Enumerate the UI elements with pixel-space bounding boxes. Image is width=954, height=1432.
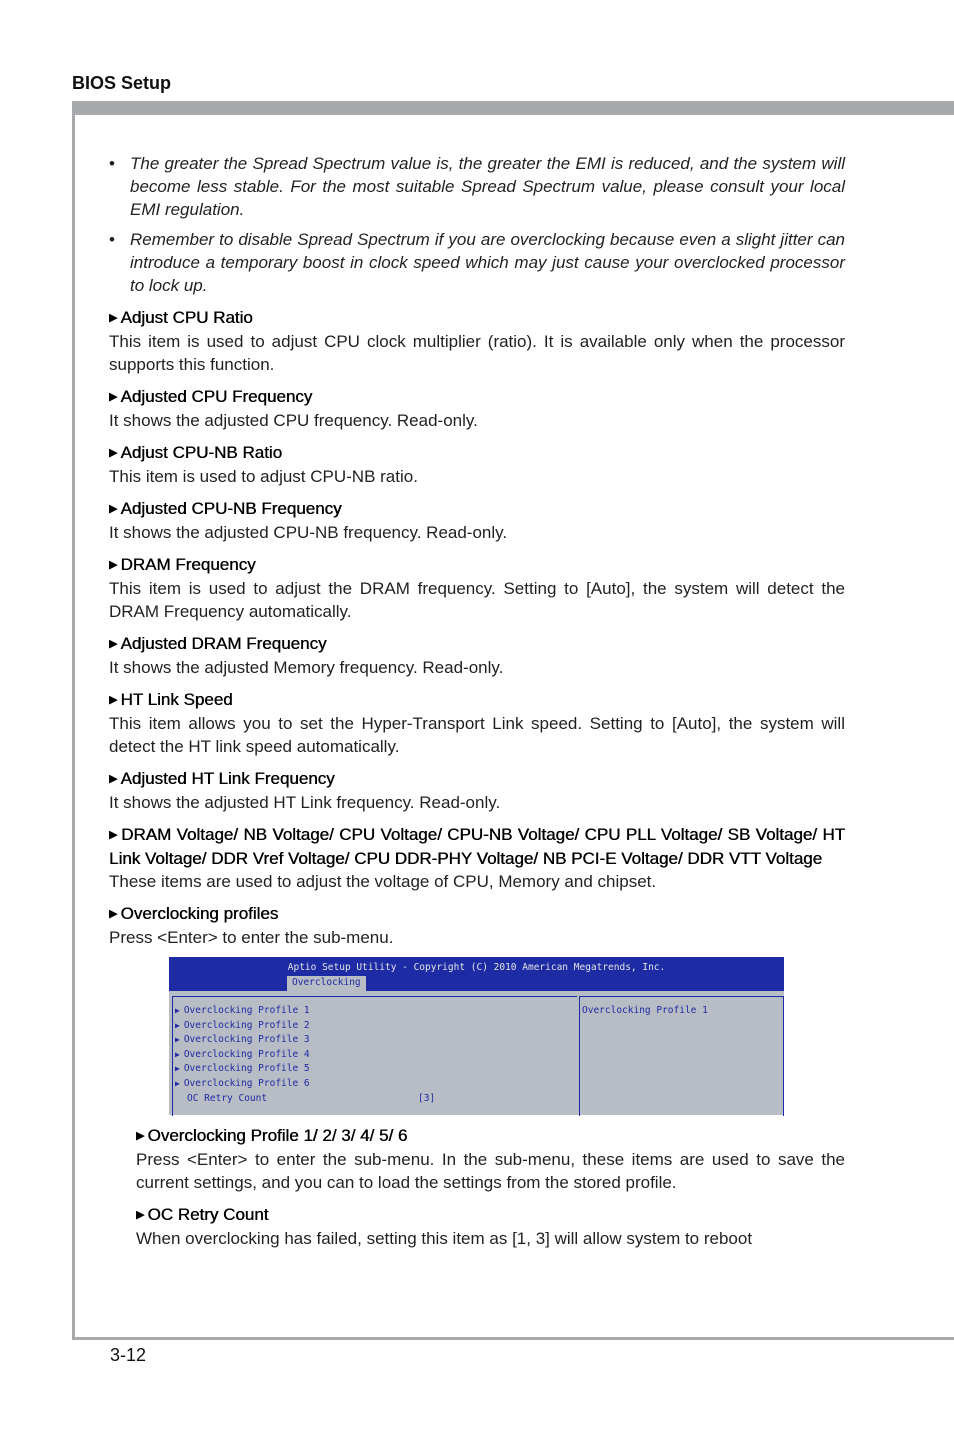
triangle-right-icon: ▶: [109, 503, 118, 515]
bios-retry-label: OC Retry Count: [187, 1092, 268, 1104]
section-title: Adjust CPU-NB Ratio: [120, 443, 283, 462]
triangle-right-icon: ▶: [109, 694, 118, 706]
sub-section-item: [136, 1124, 845, 1194]
bios-menu-item: ▶ Overclocking Profile 5: [175, 1063, 310, 1075]
triangle-right-icon: ▶: [109, 908, 118, 920]
section-title: Adjust CPU Ratio: [120, 308, 253, 327]
page-number: 3-12: [110, 1345, 147, 1365]
bios-screenshot: [169, 957, 784, 1115]
header-label: BIOS Setup: [72, 73, 172, 93]
section-item: [109, 553, 845, 623]
section-desc: This item is used to adjust the DRAM frequency. Setting to [Auto], the system will detect the DRAM Frequency automatically.: [109, 579, 845, 621]
triangle-right-icon: ▶: [175, 1049, 180, 1059]
bios-header: [169, 957, 784, 991]
bios-menu-item: ▶ Overclocking Profile 6: [175, 1078, 310, 1089]
section-title: DRAM Voltage/ NB Voltage/ CPU Voltage/ CPU-NB Voltage/ CPU PLL Voltage/ SB Voltage/ HT Link Voltage/ DDR Vref Voltage/ CPU DDR-PHY Voltage/ NB PCI-E Voltage/ DDR VTT Voltage: [109, 825, 846, 868]
sub-section-item: [136, 1203, 845, 1250]
bios-menu-item: ▶ Overclocking Profile 2: [175, 1019, 310, 1031]
bios-help-panel: [579, 996, 784, 1116]
section-desc: It shows the adjusted HT Link frequency. Read-only.: [109, 793, 501, 812]
triangle-right-icon: ▶: [175, 1006, 180, 1015]
bios-menu-panel: [172, 996, 577, 1116]
section-title: Adjusted HT Link Frequency: [120, 769, 335, 788]
triangle-right-icon: ▶: [109, 773, 118, 785]
section-title: Overclocking profiles: [120, 904, 279, 923]
section-desc: This item is used to adjust CPU clock multiplier (ratio). It is available only when the processor supports this function.: [109, 332, 845, 374]
triangle-right-icon: ▶: [109, 829, 119, 841]
top-bar: [72, 101, 954, 115]
note-list: [109, 152, 845, 297]
section-item: [109, 385, 845, 432]
triangle-right-icon: ▶: [109, 638, 118, 650]
section-desc: It shows the adjusted CPU frequency. Read-only.: [109, 411, 478, 430]
section-item: [109, 688, 845, 758]
triangle-right-icon: ▶: [175, 1064, 180, 1074]
sub-section-desc: When overclocking has failed, setting this item as [1, 3] will allow system to reboot: [136, 1229, 753, 1248]
bios-tab-overclocking: Overclocking: [287, 976, 366, 991]
section-desc: This item allows you to set the Hyper-Transport Link speed. Setting to [Auto], the system will detect the HT link speed automatically.: [109, 714, 845, 756]
section-item: [109, 902, 845, 949]
section-title: DRAM Frequency: [120, 555, 256, 574]
triangle-right-icon: ▶: [136, 1209, 145, 1221]
bios-menu-item: ▶ Overclocking Profile 3: [175, 1034, 310, 1046]
section-desc: It shows the adjusted Memory frequency. Read-only.: [109, 658, 504, 677]
section-item: [109, 441, 845, 488]
bios-menu-item: ▶ Overclocking Profile 4: [175, 1048, 310, 1060]
triangle-right-icon: ▶: [175, 1020, 180, 1030]
triangle-right-icon: ▶: [175, 1079, 180, 1088]
section-desc: Press <Enter> to enter the sub-menu.: [109, 928, 394, 947]
page-content: [109, 152, 845, 1250]
sub-section-title: OC Retry Count: [147, 1205, 269, 1224]
section-title: Adjusted DRAM Frequency: [120, 634, 327, 653]
bios-title: Aptio Setup Utility - Copyright (C) 2010 American Megatrends, Inc.: [287, 962, 666, 973]
triangle-right-icon: ▶: [109, 447, 118, 459]
section-title: Adjusted CPU Frequency: [120, 387, 313, 406]
note-item: • The greater the Spread Spectrum value is, the greater the EMI is reduced, and the system will become less stable. For the most suitable Spread Spectrum value, please consult your local EMI regulation.: [109, 152, 845, 221]
section-title: Adjusted CPU-NB Frequency: [120, 499, 342, 518]
section-desc: This item is used to adjust CPU-NB ratio.: [109, 467, 418, 486]
section-item: [109, 767, 845, 814]
left-rule: [72, 101, 75, 1339]
sub-section-desc: Press <Enter> to enter the sub-menu. In the sub-menu, these items are used to save the current settings, and you can to load the settings from the stored profile.: [136, 1150, 845, 1192]
bios-menu-item: ▶ Overclocking Profile 1: [175, 1005, 310, 1016]
section-item: [109, 632, 845, 679]
bios-retry-value: [3]: [418, 1092, 436, 1104]
triangle-right-icon: ▶: [109, 312, 118, 324]
triangle-right-icon: ▶: [109, 391, 118, 403]
section-item: [109, 823, 845, 893]
triangle-right-icon: ▶: [136, 1130, 145, 1142]
sub-section-title: Overclocking Profile 1/ 2/ 3/ 4/ 5/ 6: [147, 1126, 408, 1145]
section-item: [109, 497, 845, 544]
triangle-right-icon: ▶: [175, 1035, 180, 1045]
section-item: [109, 306, 845, 376]
section-title: HT Link Speed: [120, 690, 233, 709]
triangle-right-icon: ▶: [109, 559, 118, 571]
section-desc: These items are used to adjust the voltage of CPU, Memory and chipset.: [109, 872, 657, 891]
bottom-rule: [72, 1337, 954, 1340]
bios-help-text: Overclocking Profile 1: [582, 1005, 708, 1016]
note-item: • Remember to disable Spread Spectrum if you are overclocking because even a slight jitter can introduce a temporary boost in clock speed which may just cause your overclocked processor to lock up.: [109, 228, 845, 297]
section-desc: It shows the adjusted CPU-NB frequency. Read-only.: [109, 523, 508, 542]
